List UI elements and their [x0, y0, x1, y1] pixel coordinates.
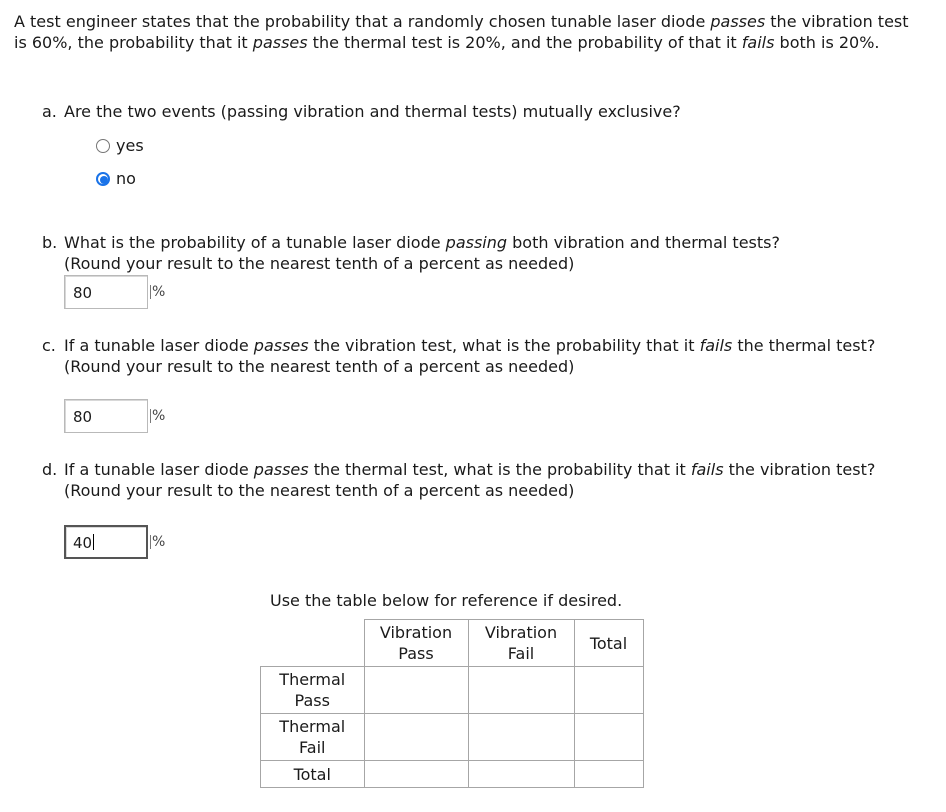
- question-d-emphasis: fails: [690, 460, 724, 479]
- col-header-line: Total: [589, 633, 628, 653]
- question-c-emphasis: fails: [699, 336, 733, 355]
- row-header-thermal-fail: [261, 714, 365, 761]
- option-yes[interactable]: [96, 136, 144, 156]
- question-b: [42, 232, 882, 274]
- table-cell: [574, 761, 643, 788]
- intro-text: the thermal test is 20%, and the probability of that it: [307, 33, 742, 52]
- intro-emphasis: passes: [252, 33, 308, 52]
- question-c-text: the vibration test, what is the probability that it: [308, 336, 700, 355]
- table-cell: [364, 761, 468, 788]
- answer-d-percent: %: [152, 534, 166, 550]
- row-header-line: Pass: [294, 691, 330, 710]
- question-d-text: the thermal test, what is the probability that it: [308, 460, 691, 479]
- question-c-round-note: (Round your result to the nearest tenth of a percent as needed): [64, 357, 575, 376]
- answer-d-value: 40: [73, 534, 93, 552]
- row-header-thermal-pass: [261, 667, 365, 714]
- col-header-total: [574, 620, 643, 667]
- question-a-label: a.: [42, 102, 57, 121]
- table-cell: [468, 667, 574, 714]
- answer-c-percent: %: [152, 408, 166, 424]
- question-d-text: If a tunable laser diode: [64, 460, 254, 479]
- table-caption: Use the table below for reference if desired.: [270, 591, 623, 610]
- option-no[interactable]: [96, 169, 136, 189]
- option-no-label[interactable]: no: [116, 169, 136, 188]
- question-c: [42, 335, 882, 377]
- table-cell: [468, 714, 574, 761]
- table-cell: [574, 667, 643, 714]
- question-c-emphasis: passes: [253, 336, 309, 355]
- question-d-emphasis: passes: [253, 460, 309, 479]
- intro-emphasis: fails: [741, 33, 775, 52]
- question-d-label: d.: [42, 460, 58, 479]
- intro-text: the vibration test is 60%, the probability that it: [14, 12, 909, 52]
- text-cursor: [93, 534, 94, 550]
- answer-b-input[interactable]: [64, 275, 148, 309]
- table-row-thermal-fail: [261, 714, 644, 761]
- problem-statement: [14, 11, 914, 53]
- intro-emphasis: passes: [710, 12, 766, 31]
- radio-yes[interactable]: [96, 139, 110, 153]
- table-cell: [364, 667, 468, 714]
- question-c-text: the thermal test?: [732, 336, 876, 355]
- option-yes-label[interactable]: yes: [116, 136, 144, 155]
- question-a-text: Are the two events (passing vibration and thermal tests) mutually exclusive?: [64, 102, 681, 121]
- intro-text: both is 20%.: [774, 33, 880, 52]
- question-b-text: What is the probability of a tunable laser diode: [64, 233, 446, 252]
- question-c-text: If a tunable laser diode: [64, 336, 254, 355]
- question-c-label: c.: [42, 336, 56, 355]
- question-b-emphasis: passing: [445, 233, 508, 252]
- question-a: [42, 101, 882, 122]
- radio-no[interactable]: [96, 172, 110, 186]
- row-header-line: Total: [293, 764, 331, 784]
- question-d-text: the vibration test?: [723, 460, 876, 479]
- row-header-total: [261, 761, 365, 788]
- question-b-round-note: (Round your result to the nearest tenth of a percent as needed): [64, 254, 575, 273]
- answer-c-value: 80: [73, 408, 93, 426]
- intro-text: A test engineer states that the probability that a randomly chosen tunable laser diode: [14, 12, 711, 31]
- row-header-line: Thermal: [279, 717, 346, 736]
- col-header-line: Pass: [398, 644, 434, 663]
- question-b-text: both vibration and thermal tests?: [507, 233, 780, 252]
- answer-b-percent: %: [152, 284, 166, 300]
- answer-b-value: 80: [73, 284, 93, 302]
- row-header-line: Fail: [299, 738, 326, 757]
- row-header-line: Thermal: [279, 670, 346, 689]
- col-header-vibration-fail: [468, 620, 574, 667]
- col-header-line: Vibration: [379, 623, 453, 642]
- table-row-total: [261, 761, 644, 788]
- table-cell: [574, 714, 643, 761]
- question-b-label: b.: [42, 233, 58, 252]
- table-header-row: [261, 620, 644, 667]
- table-cell: [364, 714, 468, 761]
- col-header-vibration-pass: [364, 620, 468, 667]
- table-cell: [468, 761, 574, 788]
- answer-d-input[interactable]: [64, 525, 148, 559]
- question-d: [42, 459, 882, 501]
- table-row-thermal-pass: [261, 667, 644, 714]
- col-header-line: Fail: [507, 644, 535, 663]
- table-corner: [261, 620, 365, 667]
- answer-c-input[interactable]: [64, 399, 148, 433]
- question-d-round-note: (Round your result to the nearest tenth of a percent as needed): [64, 481, 575, 500]
- reference-table: [260, 619, 644, 788]
- col-header-line: Vibration: [484, 623, 558, 642]
